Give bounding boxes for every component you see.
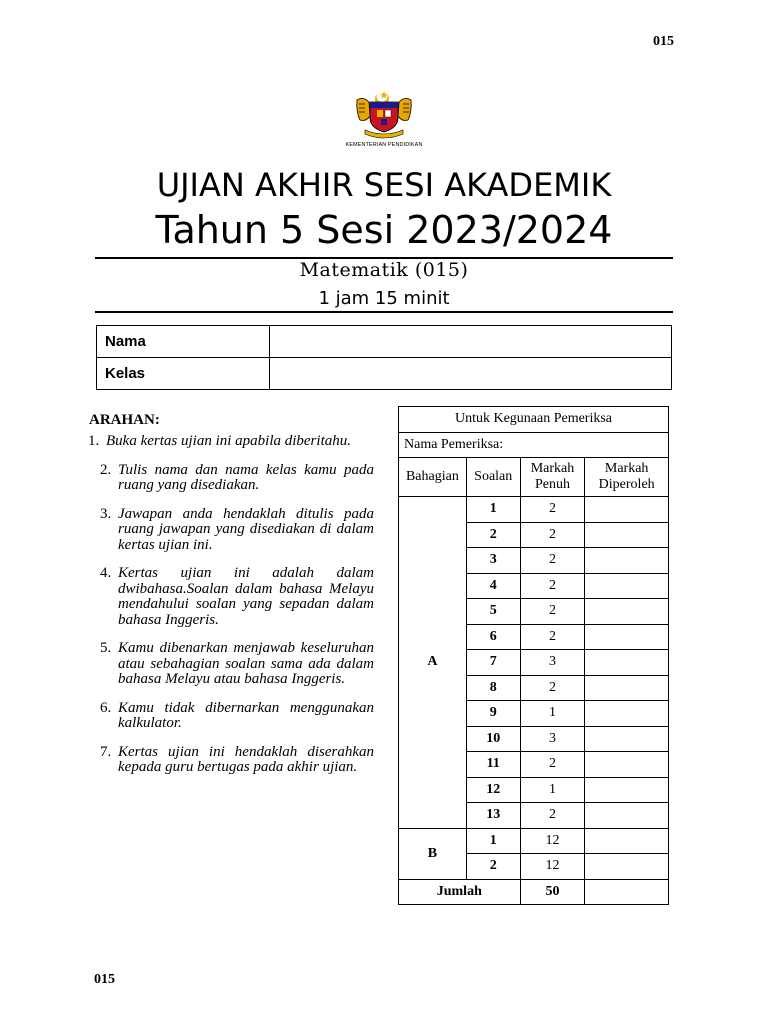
instruction-text: Kamu dibenarkan menjawab keseluruhan atau sebahagian soalan sama ada dalam bahasa Melayu atau bahasa Inggeris. (118, 640, 374, 687)
instruction-text: Tulis nama dan nama kelas kamu pada ruang yang disediakan. (118, 461, 374, 493)
subject-title: Matematik (015) (299, 259, 469, 281)
obtained-marks-field[interactable] (585, 522, 669, 548)
section-label: B (399, 828, 467, 879)
full-marks: 2 (520, 522, 585, 548)
full-marks: 3 (520, 726, 585, 752)
examiner-marks-table (398, 406, 669, 905)
divider-bottom (95, 311, 673, 313)
obtained-marks-field[interactable] (585, 854, 669, 880)
question-number: 12 (466, 777, 520, 803)
list-item: 4. Kertas ujian ini adalah dalam dwibahasa.Soalan dalam bahasa Melayu mendahului soalan yang sepadan dalam bahasa Inggeris. (100, 565, 374, 628)
obtained-marks-field[interactable] (585, 828, 669, 854)
obtained-marks-field[interactable] (585, 777, 669, 803)
table-row (399, 407, 669, 433)
obtained-marks-field[interactable] (585, 548, 669, 574)
obtained-marks-field[interactable] (585, 752, 669, 778)
list-item: 3. Jawapan anda hendaklah ditulis pada ruang jawapan yang disediakan di dalam kertas ujian ini. (100, 505, 374, 553)
obtained-marks-field[interactable] (585, 675, 669, 701)
obtained-marks-field[interactable] (585, 803, 669, 829)
question-number: 5 (466, 599, 520, 625)
full-marks: 12 (520, 828, 585, 854)
instruction-text: Buka kertas ujian ini apabila diberitahu. (106, 433, 351, 449)
list-item: 1. Buka kertas ujian ini apabila diberitahu. (88, 433, 351, 449)
question-number: 11 (466, 752, 520, 778)
question-number: 3 (466, 548, 520, 574)
table-row (399, 432, 669, 458)
full-marks: 12 (520, 854, 585, 880)
full-marks: 2 (520, 752, 585, 778)
table-row (399, 828, 669, 854)
exam-title: UJIAN AKHIR SESI AKADEMIK (156, 166, 612, 204)
total-full-marks: 50 (520, 879, 585, 905)
table-row (97, 358, 672, 390)
instruction-text: Kertas ujian ini adalah dalam dwibahasa.Soalan dalam bahasa Melayu mendahului soalan yang sepadan dalam bahasa Inggeris. (118, 565, 374, 628)
instruction-text: Kertas ujian ini hendaklah diserahkan kepada guru bertugas pada akhir ujian. (118, 743, 374, 775)
obtained-marks-field[interactable] (585, 497, 669, 523)
header-obtained-marks: Markah Diperoleh (585, 458, 669, 497)
instructions-list (88, 434, 374, 789)
table-row (399, 879, 669, 905)
question-number: 4 (466, 573, 520, 599)
table-row (97, 326, 672, 358)
table-row (399, 458, 669, 497)
question-number: 2 (466, 522, 520, 548)
list-item: 5. Kamu dibenarkan menjawab keseluruhan atau sebahagian soalan sama ada dalam bahasa Melayu atau bahasa Inggeris. (100, 640, 374, 687)
obtained-marks-field[interactable] (585, 599, 669, 625)
question-number: 10 (466, 726, 520, 752)
crest-emblem-icon (337, 88, 431, 140)
question-number: 9 (466, 701, 520, 727)
obtained-marks-field[interactable] (585, 701, 669, 727)
header-section: Bahagian (399, 458, 467, 497)
instructions-heading: ARAHAN: (89, 412, 160, 428)
full-marks: 1 (520, 701, 585, 727)
total-label: Jumlah (399, 879, 521, 905)
exam-session: Tahun 5 Sesi 2023/2024 (155, 208, 613, 252)
name-label: Nama (97, 326, 270, 358)
name-field[interactable] (270, 326, 672, 358)
question-number: 1 (466, 828, 520, 854)
paper-code-top: 015 (653, 34, 674, 49)
full-marks: 2 (520, 497, 585, 523)
question-number: 13 (466, 803, 520, 829)
class-label: Kelas (97, 358, 270, 390)
class-field[interactable] (270, 358, 672, 390)
examiner-name-field[interactable]: Nama Pemeriksa: (399, 432, 669, 458)
obtained-marks-field[interactable] (585, 573, 669, 599)
full-marks: 2 (520, 624, 585, 650)
instruction-text: Jawapan anda hendaklah ditulis pada ruang jawapan yang disediakan di dalam kertas ujian ini. (118, 505, 374, 553)
header-full-marks: Markah Penuh (520, 458, 585, 497)
question-number: 6 (466, 624, 520, 650)
full-marks: 3 (520, 650, 585, 676)
instruction-text: Kamu tidak dibernarkan menggunakan kalkulator. (118, 699, 374, 731)
full-marks: 2 (520, 548, 585, 574)
ministry-crest-logo (337, 88, 431, 148)
question-number: 1 (466, 497, 520, 523)
question-number: 8 (466, 675, 520, 701)
ministry-caption: KEMENTERIAN PENDIDIKAN (345, 142, 423, 148)
examiner-table-title: Untuk Kegunaan Pemeriksa (399, 407, 669, 433)
list-item: 2. Tulis nama dan nama kelas kamu pada ruang yang disediakan. (100, 461, 374, 493)
paper-code-bottom: 015 (94, 972, 115, 987)
full-marks: 2 (520, 803, 585, 829)
full-marks: 2 (520, 573, 585, 599)
question-number: 2 (466, 854, 520, 880)
question-number: 7 (466, 650, 520, 676)
obtained-marks-field[interactable] (585, 726, 669, 752)
full-marks: 1 (520, 777, 585, 803)
list-item: 6. Kamu tidak dibernarkan menggunakan kalkulator. (100, 699, 374, 731)
list-item: 7. Kertas ujian ini hendaklah diserahkan kepada guru bertugas pada akhir ujian. (100, 743, 374, 775)
total-obtained-field[interactable] (585, 879, 669, 905)
exam-duration: 1 jam 15 minit (318, 288, 450, 309)
student-info-table (96, 325, 672, 390)
full-marks: 2 (520, 599, 585, 625)
table-row (399, 497, 669, 523)
full-marks: 2 (520, 675, 585, 701)
section-label: A (399, 497, 467, 829)
header-question: Soalan (466, 458, 520, 497)
obtained-marks-field[interactable] (585, 650, 669, 676)
obtained-marks-field[interactable] (585, 624, 669, 650)
